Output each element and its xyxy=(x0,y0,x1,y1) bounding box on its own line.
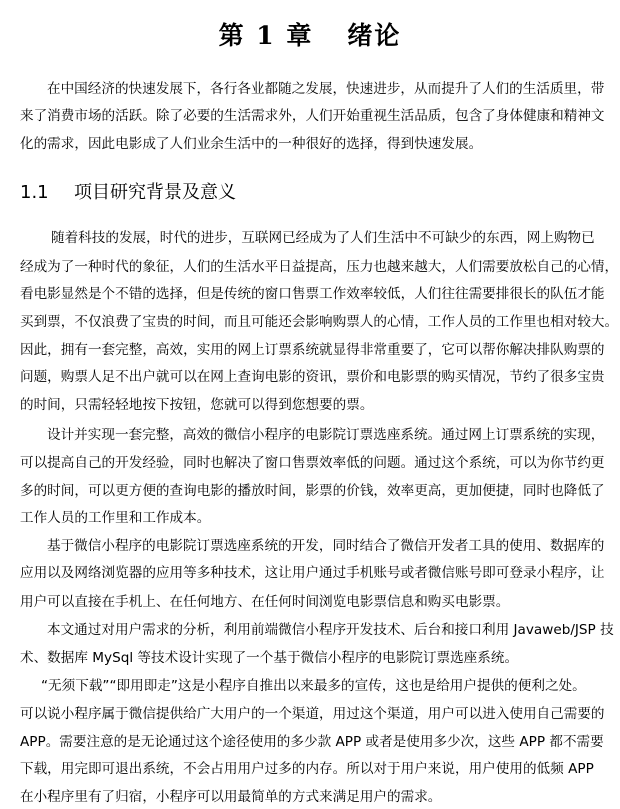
section-heading xyxy=(20,178,236,204)
paragraph-line: 经成为了一种时代的象征，人们的生活水平日益提高，压力也越来越大，人们需要放松自己的心情， xyxy=(20,259,619,275)
paragraph-line: 工作人员的工作里和工作成本。 xyxy=(20,510,211,526)
section-number: 1.1 xyxy=(20,182,49,203)
paragraph-line: 基于微信小程序的电影院订票选座系统的开发，同时结合了微信开发者工具的使用、数据库的 xyxy=(47,538,605,554)
paragraph-line: 随着科技的发展，时代的进步，互联网已经成为了人们生活中不可缺少的东西，网上购物已 xyxy=(51,230,595,246)
paragraph-line: 用户可以直接在手机上、在任何地方、在任何时间浏览电影票信息和购买电影票。 xyxy=(20,594,510,610)
paragraph-line: 的时间，只需轻轻地按下按钮，您就可以得到您想要的票。 xyxy=(20,397,374,413)
paragraph-line: 买到票，不仅浪费了宝贵的时间，而且可能还会影响购票人的心情，工作人员的工作里也相对较大。 xyxy=(20,314,619,330)
paragraph-line: 在中国经济的快速发展下，各行各业都随之发展，快速进步，从而提升了人们的生活质里，带 xyxy=(47,81,605,97)
paragraph-line: 化的需求，因此电影成了人们业余生活中的一种很好的选择，得到快速发展。 xyxy=(20,136,483,152)
paragraph-line: APP。需要注意的是无论通过这个途径使用的多少款 APP 或者是使用多少次，这些 APP 都不需要 xyxy=(20,734,604,750)
paragraph-line: 来了消费市场的活跃。除了必要的生活需求外，人们开始重视生活品质，包含了身体健康和精神文 xyxy=(20,108,605,124)
paragraph-line: 应用以及网络浏览器的应用等多种技术，这让用户通过手机账号或者微信账号即可登录小程序，让 xyxy=(20,565,605,581)
paragraph-line: 可以提高自己的开发经验，同时也解决了窗口售票效率低的问题。通过这个系统，可以为你节约更 xyxy=(20,455,605,471)
paragraph-line: 多的时间，可以更方便的查询电影的播放时间，影票的价钱，效率更高，更加便捷，同时也降低了 xyxy=(20,483,605,499)
chapter-name: 绪论 xyxy=(347,21,402,50)
paragraph-line: “无须下载”“即用即走”这是小程序自推出以来最多的宣传，这也是给用户提供的便利之处。 xyxy=(41,678,586,694)
paragraph-line: 术、数据库 MySql 等技术设计实现了一个基于微信小程序的电影院订票选座系统。 xyxy=(20,650,519,666)
paragraph-line: 因此，拥有一套完整，高效，实用的网上订票系统就显得非常重要了，它可以帮你解决排队购票的 xyxy=(20,342,605,358)
paragraph-line: 在小程序里有了归宿，小程序可以用最简单的方式来满足用户的需求。 xyxy=(20,789,442,805)
paragraph-line: 下载，用完即可退出系统，不会占用用户过多的内存。所以对于用户来说，用户使用的低频 APP xyxy=(20,761,594,777)
section-title: 项目研究背景及意义 xyxy=(74,182,236,203)
paragraph-line: 本文通过对用户需求的分析，利用前端微信小程序开发技术、后台和接口利用 Javaweb/JSP 技 xyxy=(47,622,614,638)
chapter-label: 第 1 章 xyxy=(218,21,314,50)
paragraph-line: 可以说小程序属于微信提供给广大用户的一个渠道，用过这个渠道，用户可以进入使用自己需要的 xyxy=(20,706,605,722)
paragraph-line: 设计并实现一套完整，高效的微信小程序的电影院订票选座系统。通过网上订票系统的实现， xyxy=(47,427,605,443)
chapter-title xyxy=(0,16,620,52)
paragraph-line: 问题，购票人足不出户就可以在网上查询电影的资讯，票价和电影票的购买情况，节约了很多宝贵 xyxy=(20,369,605,385)
paragraph-line: 看电影显然是个不错的选择，但是传统的窗口售票工作效率较低，人们往往需要排很长的队伍才能 xyxy=(20,286,605,302)
